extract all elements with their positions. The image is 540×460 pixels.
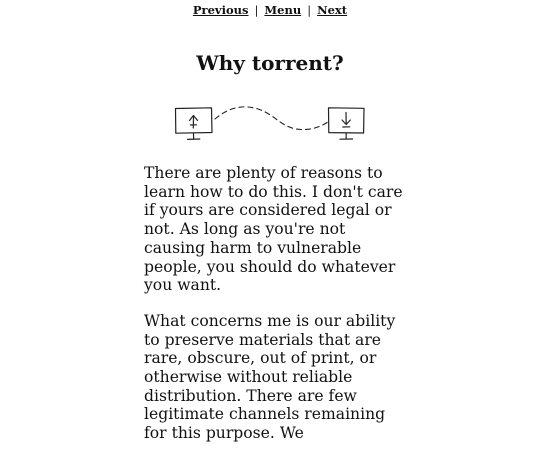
dashed-connection-line [215, 107, 328, 130]
paragraph: What concerns me is our ability to preserve materials that are rare, obscure, out of print, or otherwise without reliable distribution. There are few legitimate channels remaining for this purpose. We [144, 311, 396, 443]
previous-link[interactable]: Previous [192, 3, 249, 17]
page-title: Why torrent? [196, 51, 344, 75]
paragraph: There are plenty of reasons to learn how to do this. I don't care if yours are considered legal or not. As long as you're not causing harm to vulnerable people, you should do whatever you want. [144, 164, 403, 295]
article-body [144, 164, 406, 460]
top-navigation [0, 2, 540, 18]
nav-separator: | [307, 3, 312, 17]
computer-download-icon [329, 108, 365, 139]
menu-link[interactable]: Menu [264, 3, 302, 17]
computer-upload-icon [176, 108, 213, 140]
nav-separator: | [254, 3, 259, 17]
next-link[interactable]: Next [317, 3, 348, 17]
torrent-illustration-svg [170, 100, 370, 146]
torrent-illustration [170, 100, 370, 146]
